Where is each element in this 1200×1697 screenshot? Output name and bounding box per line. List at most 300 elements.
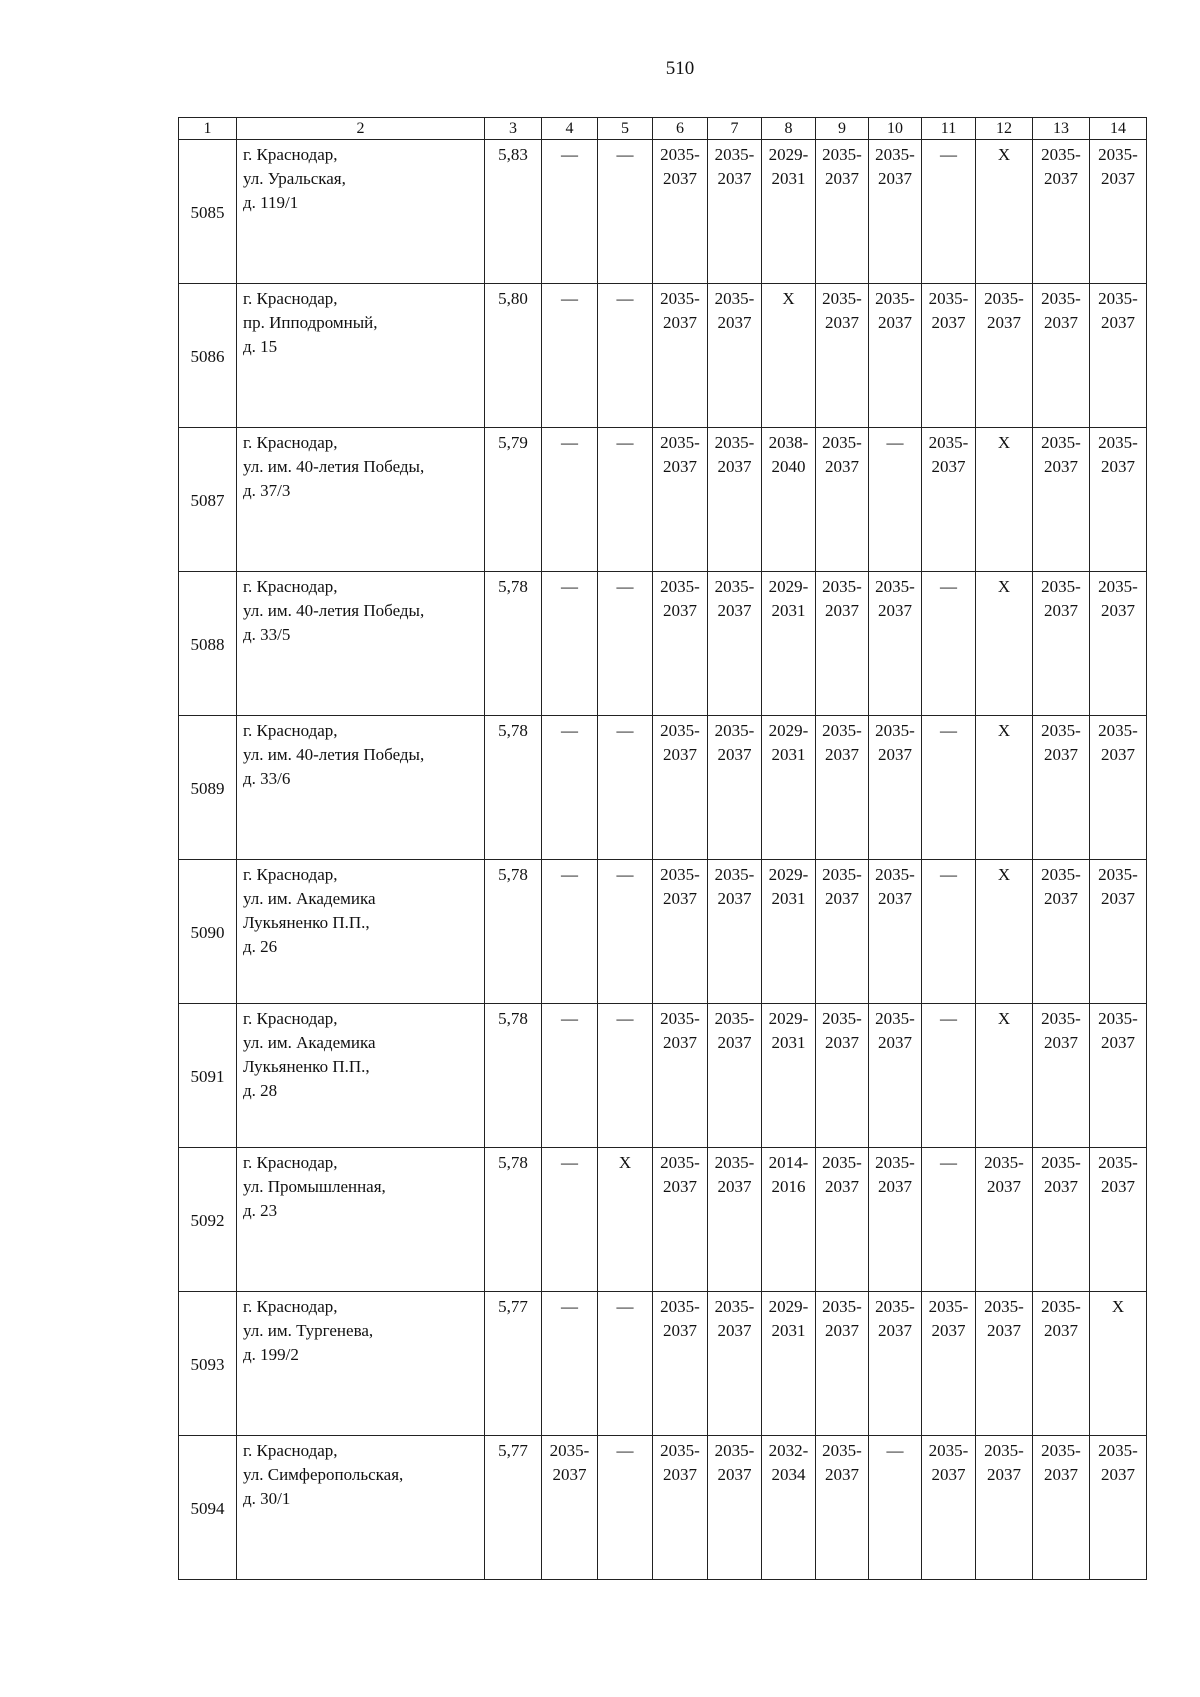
cell-value: 2035- 2037 (875, 865, 915, 908)
address-line: д. 26 (243, 937, 278, 956)
cell-value: 2035- 2037 (1098, 1009, 1138, 1052)
cell-value: — (616, 289, 634, 308)
cell-value: 2029- 2031 (768, 577, 809, 620)
value-cell-col8 (762, 140, 816, 284)
column-number-header: 14 (1090, 118, 1147, 140)
cell-value: — (886, 433, 904, 452)
cell-value: 2014- 2016 (768, 1153, 809, 1196)
value-cell-col5 (598, 428, 653, 572)
value-cell-col4 (542, 860, 598, 1004)
value-cell-col9 (816, 1148, 869, 1292)
value-cell-col4 (542, 284, 598, 428)
table-row (179, 1436, 1147, 1580)
value-cell-col10 (869, 1436, 922, 1580)
cell-value: — (616, 721, 634, 740)
value-cell-col14 (1090, 1148, 1147, 1292)
cell-value: 2035- 2037 (822, 721, 862, 764)
value-cell-col12 (976, 1436, 1033, 1580)
value-cell-col13 (1033, 1148, 1090, 1292)
column-number-header: 12 (976, 118, 1033, 140)
cell-value: — (940, 577, 957, 596)
cell-value: 2035- 2037 (984, 1441, 1024, 1484)
value-cell-col3: 5,78 (485, 716, 542, 860)
cell-value: 2032- 2034 (768, 1441, 809, 1484)
value-cell-col6 (653, 1148, 708, 1292)
address-line: ул. им. Тургенева, (243, 1321, 374, 1340)
value-cell-col10 (869, 1148, 922, 1292)
cell-value: 2035- 2037 (1098, 1441, 1138, 1484)
address-line: Лукьяненко П.П., (243, 913, 370, 932)
value-cell-col11 (922, 140, 976, 284)
table-row (179, 284, 1147, 428)
cell-value: 2035- 2037 (714, 721, 755, 764)
cell-value: — (561, 289, 578, 308)
cell-value: 2035- 2037 (984, 1297, 1024, 1340)
table-row (179, 1292, 1147, 1436)
value-cell-col13 (1033, 860, 1090, 1004)
value-cell-col9 (816, 716, 869, 860)
value-cell-col9 (816, 284, 869, 428)
column-number-header: 6 (653, 118, 708, 140)
cell-value: 2035- 2037 (660, 1297, 700, 1340)
cell-value: 2029- 2031 (768, 721, 809, 764)
value-cell-col10 (869, 140, 922, 284)
row-number-cell: 5087 (179, 428, 237, 572)
value-cell-col6 (653, 428, 708, 572)
cell-value: 2035- 2037 (1098, 433, 1138, 476)
address-cell (237, 860, 485, 1004)
address-line: ул. им. 40-летия Победы, (243, 745, 425, 764)
cell-value: 2035- 2037 (822, 1441, 862, 1484)
value-cell-col8 (762, 572, 816, 716)
cell-value: — (616, 145, 634, 164)
value-cell-col14 (1090, 716, 1147, 860)
value-cell-col5 (598, 140, 653, 284)
cell-value: X (782, 289, 795, 308)
value-cell-col5 (598, 1436, 653, 1580)
row-number-cell: 5091 (179, 1004, 237, 1148)
cell-value: 2035- 2037 (984, 289, 1024, 332)
cell-value: 2035- 2037 (1041, 1009, 1081, 1052)
cell-value: 2035- 2037 (875, 1153, 915, 1196)
cell-value: 2035- 2037 (1041, 865, 1081, 908)
cell-value: 2035- 2037 (714, 145, 755, 188)
column-number-header: 9 (816, 118, 869, 140)
value-cell-col12 (976, 716, 1033, 860)
cell-value: 2035- 2037 (1041, 1153, 1081, 1196)
cell-value: 2035- 2037 (714, 1153, 755, 1196)
cell-value: X (997, 577, 1011, 596)
column-number-header: 3 (485, 118, 542, 140)
cell-value: 2035- 2037 (984, 1153, 1024, 1196)
cell-value: 2035- 2037 (714, 289, 755, 332)
cell-value: — (940, 1153, 957, 1172)
cell-value: 2035- 2037 (714, 577, 755, 620)
cell-value: — (561, 577, 578, 596)
cell-value: 2035- 2037 (928, 1441, 969, 1484)
value-cell-col13 (1033, 716, 1090, 860)
cell-value: 2035- 2037 (1098, 1153, 1138, 1196)
cell-value: — (561, 865, 578, 884)
cell-value: — (561, 145, 578, 164)
value-cell-col10 (869, 428, 922, 572)
cell-value: — (616, 1009, 634, 1028)
value-cell-col9 (816, 1436, 869, 1580)
cell-value: 2035- 2037 (660, 865, 700, 908)
value-cell-col10 (869, 716, 922, 860)
cell-value: 2035- 2037 (1041, 433, 1081, 476)
value-cell-col14 (1090, 1436, 1147, 1580)
cell-value: 2035- 2037 (1041, 289, 1081, 332)
cell-value: 2035- 2037 (822, 1297, 862, 1340)
value-cell-col4 (542, 428, 598, 572)
table-row (179, 572, 1147, 716)
value-cell-col4 (542, 1292, 598, 1436)
address-cell (237, 1004, 485, 1148)
address-line: д. 33/5 (243, 625, 291, 644)
cell-value: 2029- 2031 (768, 865, 809, 908)
column-number-row (179, 118, 1147, 140)
address-line: г. Краснодар, (243, 145, 338, 164)
value-cell-col3: 5,83 (485, 140, 542, 284)
row-number-cell: 5093 (179, 1292, 237, 1436)
column-number-header: 5 (598, 118, 653, 140)
cell-value: 2035- 2037 (1098, 577, 1138, 620)
cell-value: 2035- 2037 (822, 1009, 862, 1052)
cell-value: 2035- 2037 (822, 433, 862, 476)
column-number-header: 2 (237, 118, 485, 140)
address-line: д. 15 (243, 337, 278, 356)
cell-value: 2035- 2037 (660, 1009, 700, 1052)
value-cell-col10 (869, 860, 922, 1004)
cell-value: — (561, 433, 578, 452)
cell-value: 2035- 2037 (822, 289, 862, 332)
address-line: г. Краснодар, (243, 289, 338, 308)
value-cell-col5 (598, 1004, 653, 1148)
value-cell-col3: 5,78 (485, 860, 542, 1004)
cell-value: 2035- 2037 (928, 289, 969, 332)
value-cell-col6 (653, 860, 708, 1004)
value-cell-col6 (653, 1004, 708, 1148)
cell-value: 2035- 2037 (660, 145, 700, 188)
cell-value: 2035- 2037 (660, 721, 700, 764)
value-cell-col8 (762, 860, 816, 1004)
value-cell-col6 (653, 1292, 708, 1436)
value-cell-col9 (816, 572, 869, 716)
table-row (179, 140, 1147, 284)
value-cell-col14 (1090, 572, 1147, 716)
value-cell-col13 (1033, 1436, 1090, 1580)
row-number-cell: 5090 (179, 860, 237, 1004)
cell-value: 2035- 2037 (875, 145, 915, 188)
cell-value: 2035- 2037 (660, 1441, 700, 1484)
value-cell-col14 (1090, 428, 1147, 572)
value-cell-col4 (542, 140, 598, 284)
address-line: ул. Промышленная, (243, 1177, 386, 1196)
address-line: г. Краснодар, (243, 1153, 338, 1172)
column-number-header: 1 (179, 118, 237, 140)
value-cell-col12 (976, 428, 1033, 572)
value-cell-col13 (1033, 140, 1090, 284)
cell-value: 2035- 2037 (1098, 289, 1138, 332)
value-cell-col6 (653, 1436, 708, 1580)
value-cell-col5 (598, 716, 653, 860)
cell-value: X (997, 721, 1011, 740)
value-cell-col7 (708, 1148, 762, 1292)
value-cell-col10 (869, 1004, 922, 1148)
value-cell-col14 (1090, 860, 1147, 1004)
cell-value: 2035- 2037 (1098, 721, 1138, 764)
column-number-header: 11 (922, 118, 976, 140)
value-cell-col13 (1033, 1004, 1090, 1148)
cell-value: — (940, 1009, 957, 1028)
address-line: д. 37/3 (243, 481, 291, 500)
row-number-cell: 5092 (179, 1148, 237, 1292)
cell-value: 2035- 2037 (822, 865, 862, 908)
table-row (179, 860, 1147, 1004)
value-cell-col6 (653, 572, 708, 716)
address-line: ул. им. Академика (243, 889, 376, 908)
address-line: г. Краснодар, (243, 577, 338, 596)
address-cell (237, 1292, 485, 1436)
value-cell-col3: 5,79 (485, 428, 542, 572)
cell-value: 2035- 2037 (1098, 145, 1138, 188)
value-cell-col12 (976, 1292, 1033, 1436)
value-cell-col5 (598, 860, 653, 1004)
value-cell-col13 (1033, 428, 1090, 572)
value-cell-col12 (976, 1148, 1033, 1292)
value-cell-col11 (922, 1004, 976, 1148)
address-line: д. 28 (243, 1081, 278, 1100)
value-cell-col11 (922, 1292, 976, 1436)
value-cell-col12 (976, 572, 1033, 716)
table-row (179, 1004, 1147, 1148)
address-line: д. 199/2 (243, 1345, 299, 1364)
cell-value: X (997, 865, 1011, 884)
value-cell-col4 (542, 1148, 598, 1292)
value-cell-col11 (922, 428, 976, 572)
cell-value: — (616, 865, 634, 884)
value-cell-col7 (708, 140, 762, 284)
value-cell-col4 (542, 1436, 598, 1580)
address-line: г. Краснодар, (243, 1009, 338, 1028)
cell-value: 2035- 2037 (875, 1297, 915, 1340)
cell-value: — (561, 1153, 578, 1172)
cell-value: 2035- 2037 (660, 577, 700, 620)
cell-value: 2035- 2037 (822, 1153, 862, 1196)
cell-value: 2035- 2037 (928, 433, 969, 476)
address-cell (237, 140, 485, 284)
cell-value: — (616, 1441, 634, 1460)
value-cell-col7 (708, 428, 762, 572)
address-line: г. Краснодар, (243, 721, 338, 740)
cell-value: 2035- 2037 (1041, 145, 1081, 188)
value-cell-col8 (762, 1148, 816, 1292)
cell-value: 2035- 2037 (1041, 1297, 1081, 1340)
address-line: ул. Симферопольская, (243, 1465, 404, 1484)
address-line: ул. им. 40-летия Победы, (243, 457, 425, 476)
cell-value: 2035- 2037 (928, 1297, 969, 1340)
value-cell-col3: 5,78 (485, 1148, 542, 1292)
value-cell-col9 (816, 140, 869, 284)
row-number-cell: 5085 (179, 140, 237, 284)
cell-value: 2035- 2037 (1098, 865, 1138, 908)
value-cell-col6 (653, 284, 708, 428)
cell-value: 2035- 2037 (660, 1153, 700, 1196)
cell-value: 2035- 2037 (1041, 721, 1081, 764)
cell-value: — (616, 577, 634, 596)
cell-value: 2029- 2031 (768, 145, 809, 188)
table-row (179, 716, 1147, 860)
column-number-header: 8 (762, 118, 816, 140)
value-cell-col12 (976, 860, 1033, 1004)
cell-value: — (561, 721, 578, 740)
row-number-cell: 5086 (179, 284, 237, 428)
address-line: ул. им. 40-летия Победы, (243, 601, 425, 620)
address-cell (237, 284, 485, 428)
address-cell (237, 428, 485, 572)
value-cell-col7 (708, 1004, 762, 1148)
value-cell-col5 (598, 1148, 653, 1292)
value-cell-col9 (816, 1292, 869, 1436)
address-line: д. 30/1 (243, 1489, 291, 1508)
address-line: д. 33/6 (243, 769, 291, 788)
address-cell (237, 572, 485, 716)
value-cell-col10 (869, 572, 922, 716)
value-cell-col8 (762, 1292, 816, 1436)
cell-value: — (940, 145, 957, 164)
value-cell-col11 (922, 716, 976, 860)
value-cell-col12 (976, 1004, 1033, 1148)
cell-value: 2035- 2037 (875, 289, 915, 332)
column-number-header: 13 (1033, 118, 1090, 140)
cell-value: 2035- 2037 (822, 145, 862, 188)
value-cell-col9 (816, 860, 869, 1004)
address-cell (237, 716, 485, 860)
cell-value: 2035- 2037 (875, 721, 915, 764)
address-cell (237, 1436, 485, 1580)
value-cell-col7 (708, 860, 762, 1004)
cell-value: 2035- 2037 (714, 1441, 755, 1484)
table-row (179, 428, 1147, 572)
value-cell-col13 (1033, 572, 1090, 716)
address-line: д. 23 (243, 1201, 278, 1220)
value-cell-col7 (708, 1292, 762, 1436)
value-cell-col5 (598, 1292, 653, 1436)
cell-value: X (1111, 1297, 1125, 1316)
value-cell-col8 (762, 1004, 816, 1148)
value-cell-col6 (653, 716, 708, 860)
value-cell-col7 (708, 284, 762, 428)
address-line: г. Краснодар, (243, 1441, 338, 1460)
row-number-cell: 5088 (179, 572, 237, 716)
value-cell-col11 (922, 572, 976, 716)
value-cell-col10 (869, 1292, 922, 1436)
cell-value: 2035- 2037 (660, 433, 700, 476)
value-cell-col10 (869, 284, 922, 428)
value-cell-col11 (922, 284, 976, 428)
value-cell-col11 (922, 1436, 976, 1580)
cell-value: 2035- 2037 (1041, 577, 1081, 620)
cell-value: 2035- 2037 (660, 289, 700, 332)
column-number-header: 10 (869, 118, 922, 140)
value-cell-col4 (542, 1004, 598, 1148)
row-number-cell: 5089 (179, 716, 237, 860)
cell-value: — (940, 865, 957, 884)
cell-value: X (997, 433, 1011, 452)
value-cell-col11 (922, 1148, 976, 1292)
value-cell-col14 (1090, 1292, 1147, 1436)
cell-value: 2038- 2040 (768, 433, 809, 476)
page-number: 510 (665, 58, 695, 79)
value-cell-col14 (1090, 140, 1147, 284)
value-cell-col3: 5,80 (485, 284, 542, 428)
cell-value: X (618, 1153, 632, 1172)
cell-value: 2035- 2037 (714, 433, 755, 476)
address-line: г. Краснодар, (243, 1297, 338, 1316)
value-cell-col14 (1090, 1004, 1147, 1148)
value-cell-col8 (762, 284, 816, 428)
value-cell-col3: 5,77 (485, 1436, 542, 1580)
cell-value: 2035- 2037 (1041, 1441, 1081, 1484)
register-table (178, 117, 1147, 1580)
row-number-cell: 5094 (179, 1436, 237, 1580)
value-cell-col8 (762, 716, 816, 860)
address-line: Лукьяненко П.П., (243, 1057, 370, 1076)
cell-value: — (886, 1441, 904, 1460)
value-cell-col9 (816, 1004, 869, 1148)
address-line: пр. Ипподромный, (243, 313, 378, 332)
value-cell-col8 (762, 1436, 816, 1580)
cell-value: 2035- 2037 (714, 1297, 755, 1340)
value-cell-col3: 5,77 (485, 1292, 542, 1436)
value-cell-col5 (598, 572, 653, 716)
cell-value: 2035- 2037 (714, 1009, 755, 1052)
value-cell-col13 (1033, 284, 1090, 428)
cell-value: 2035- 2037 (714, 865, 755, 908)
address-line: г. Краснодар, (243, 433, 338, 452)
address-line: ул. Уральская, (243, 169, 346, 188)
cell-value: 2035- 2037 (875, 577, 915, 620)
cell-value: 2035- 2037 (875, 1009, 915, 1052)
cell-value: X (997, 1009, 1011, 1028)
address-line: г. Краснодар, (243, 865, 338, 884)
value-cell-col6 (653, 140, 708, 284)
cell-value: X (997, 145, 1011, 164)
cell-value: — (616, 1297, 634, 1316)
cell-value: 2029- 2031 (768, 1297, 809, 1340)
cell-value: — (616, 433, 634, 452)
value-cell-col14 (1090, 284, 1147, 428)
address-cell (237, 1148, 485, 1292)
value-cell-col4 (542, 572, 598, 716)
column-number-header: 4 (542, 118, 598, 140)
value-cell-col12 (976, 284, 1033, 428)
cell-value: — (940, 721, 957, 740)
value-cell-col7 (708, 572, 762, 716)
cell-value: 2035- 2037 (822, 577, 862, 620)
table-body (179, 140, 1147, 1580)
cell-value: — (561, 1009, 578, 1028)
value-cell-col4 (542, 716, 598, 860)
address-line: д. 119/1 (243, 193, 299, 212)
cell-value: 2035- 2037 (549, 1441, 590, 1484)
value-cell-col13 (1033, 1292, 1090, 1436)
cell-value: — (561, 1297, 578, 1316)
address-line: ул. им. Академика (243, 1033, 376, 1052)
table-row (179, 1148, 1147, 1292)
value-cell-col9 (816, 428, 869, 572)
